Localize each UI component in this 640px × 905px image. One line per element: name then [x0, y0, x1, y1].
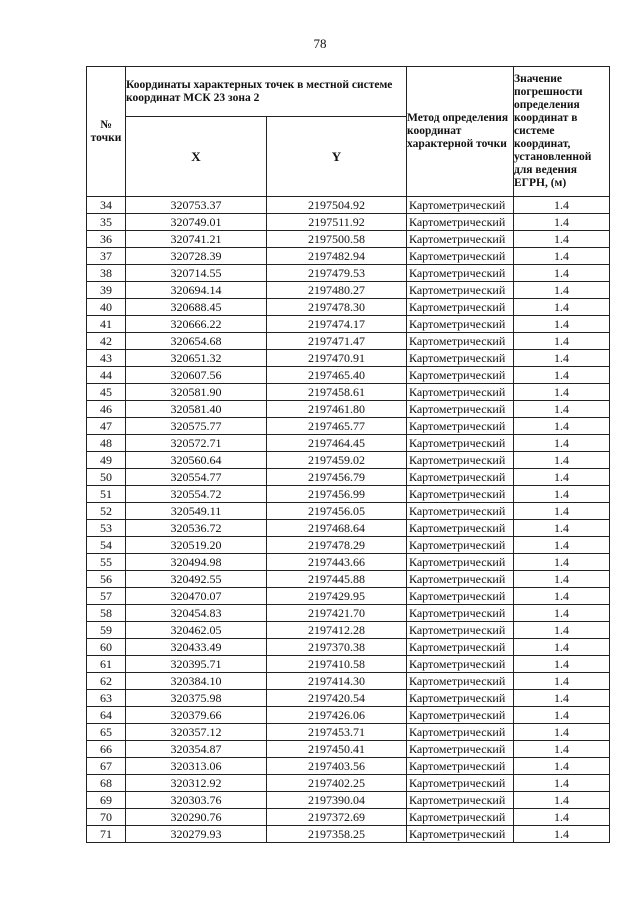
- cell-y: 2197468.64: [267, 520, 407, 537]
- cell-accuracy: 1.4: [514, 384, 610, 401]
- table-row: [87, 367, 610, 384]
- cell-x: 320714.55: [126, 265, 267, 282]
- cell-point-number: 54: [87, 537, 126, 554]
- cell-accuracy: 1.4: [514, 367, 610, 384]
- cell-y: 2197511.92: [267, 214, 407, 231]
- cell-point-number: 59: [87, 622, 126, 639]
- table-row: [87, 605, 610, 622]
- cell-point-number: 44: [87, 367, 126, 384]
- cell-y: 2197500.58: [267, 231, 407, 248]
- cell-accuracy: 1.4: [514, 741, 610, 758]
- cell-point-number: 39: [87, 282, 126, 299]
- cell-accuracy: 1.4: [514, 469, 610, 486]
- cell-method: Картометрический: [407, 333, 514, 350]
- table-row: [87, 758, 610, 775]
- cell-x: 320433.49: [126, 639, 267, 656]
- table-row: [87, 316, 610, 333]
- table-body: [87, 197, 610, 843]
- cell-accuracy: 1.4: [514, 537, 610, 554]
- cell-method: Картометрический: [407, 384, 514, 401]
- cell-y: 2197471.47: [267, 333, 407, 350]
- cell-accuracy: 1.4: [514, 605, 610, 622]
- cell-point-number: 69: [87, 792, 126, 809]
- cell-y: 2197443.66: [267, 554, 407, 571]
- table-row: [87, 248, 610, 265]
- cell-point-number: 71: [87, 826, 126, 843]
- cell-x: 320728.39: [126, 248, 267, 265]
- cell-point-number: 62: [87, 673, 126, 690]
- cell-accuracy: 1.4: [514, 571, 610, 588]
- cell-x: 320354.87: [126, 741, 267, 758]
- table-row: [87, 809, 610, 826]
- table-row: [87, 537, 610, 554]
- cell-y: 2197464.45: [267, 435, 407, 452]
- cell-x: 320607.56: [126, 367, 267, 384]
- cell-point-number: 65: [87, 724, 126, 741]
- cell-method: Картометрический: [407, 367, 514, 384]
- table-row: [87, 673, 610, 690]
- cell-accuracy: 1.4: [514, 333, 610, 350]
- cell-y: 2197414.30: [267, 673, 407, 690]
- cell-x: 320462.05: [126, 622, 267, 639]
- cell-accuracy: 1.4: [514, 656, 610, 673]
- cell-y: 2197450.41: [267, 741, 407, 758]
- cell-point-number: 63: [87, 690, 126, 707]
- table-row: [87, 690, 610, 707]
- cell-accuracy: 1.4: [514, 435, 610, 452]
- cell-y: 2197403.56: [267, 758, 407, 775]
- cell-y: 2197402.25: [267, 775, 407, 792]
- cell-method: Картометрический: [407, 350, 514, 367]
- cell-y: 2197453.71: [267, 724, 407, 741]
- table-row: [87, 792, 610, 809]
- header-x: X: [126, 117, 267, 197]
- cell-accuracy: 1.4: [514, 826, 610, 843]
- cell-method: Картометрический: [407, 265, 514, 282]
- header-y: Y: [267, 117, 407, 197]
- cell-x: 320279.93: [126, 826, 267, 843]
- cell-accuracy: 1.4: [514, 486, 610, 503]
- cell-x: 320749.01: [126, 214, 267, 231]
- cell-y: 2197372.69: [267, 809, 407, 826]
- cell-method: Картометрический: [407, 401, 514, 418]
- cell-x: 320494.98: [126, 554, 267, 571]
- cell-method: Картометрический: [407, 673, 514, 690]
- cell-y: 2197482.94: [267, 248, 407, 265]
- cell-point-number: 42: [87, 333, 126, 350]
- table-row: [87, 486, 610, 503]
- cell-point-number: 36: [87, 231, 126, 248]
- cell-y: 2197445.88: [267, 571, 407, 588]
- table-row: [87, 639, 610, 656]
- cell-x: 320313.06: [126, 758, 267, 775]
- cell-accuracy: 1.4: [514, 792, 610, 809]
- table-row: [87, 299, 610, 316]
- cell-x: 320654.68: [126, 333, 267, 350]
- cell-y: 2197412.28: [267, 622, 407, 639]
- table-row: [87, 724, 610, 741]
- cell-y: 2197465.40: [267, 367, 407, 384]
- cell-y: 2197426.06: [267, 707, 407, 724]
- cell-accuracy: 1.4: [514, 248, 610, 265]
- cell-x: 320581.90: [126, 384, 267, 401]
- cell-point-number: 56: [87, 571, 126, 588]
- table-row: [87, 197, 610, 214]
- cell-accuracy: 1.4: [514, 690, 610, 707]
- table-row: [87, 775, 610, 792]
- cell-x: 320549.11: [126, 503, 267, 520]
- cell-x: 320492.55: [126, 571, 267, 588]
- cell-method: Картометрический: [407, 588, 514, 605]
- table-row: [87, 265, 610, 282]
- cell-y: 2197410.58: [267, 656, 407, 673]
- cell-y: 2197470.91: [267, 350, 407, 367]
- cell-accuracy: 1.4: [514, 520, 610, 537]
- cell-point-number: 49: [87, 452, 126, 469]
- cell-point-number: 41: [87, 316, 126, 333]
- table-row: [87, 588, 610, 605]
- cell-method: Картометрический: [407, 826, 514, 843]
- cell-method: Картометрический: [407, 724, 514, 741]
- cell-accuracy: 1.4: [514, 418, 610, 435]
- cell-x: 320536.72: [126, 520, 267, 537]
- cell-y: 2197465.77: [267, 418, 407, 435]
- cell-method: Картометрический: [407, 503, 514, 520]
- cell-point-number: 64: [87, 707, 126, 724]
- cell-method: Картометрический: [407, 758, 514, 775]
- cell-y: 2197478.29: [267, 537, 407, 554]
- cell-method: Картометрический: [407, 639, 514, 656]
- cell-y: 2197421.70: [267, 605, 407, 622]
- cell-method: Картометрический: [407, 248, 514, 265]
- table-row: [87, 469, 610, 486]
- table-row: [87, 520, 610, 537]
- cell-y: 2197504.92: [267, 197, 407, 214]
- cell-point-number: 48: [87, 435, 126, 452]
- cell-x: 320312.92: [126, 775, 267, 792]
- cell-method: Картометрический: [407, 452, 514, 469]
- cell-accuracy: 1.4: [514, 775, 610, 792]
- cell-y: 2197370.38: [267, 639, 407, 656]
- cell-point-number: 57: [87, 588, 126, 605]
- cell-accuracy: 1.4: [514, 452, 610, 469]
- cell-point-number: 66: [87, 741, 126, 758]
- cell-accuracy: 1.4: [514, 214, 610, 231]
- cell-y: 2197478.30: [267, 299, 407, 316]
- table-row: [87, 554, 610, 571]
- cell-method: Картометрический: [407, 316, 514, 333]
- cell-accuracy: 1.4: [514, 265, 610, 282]
- cell-x: 320384.10: [126, 673, 267, 690]
- cell-method: Картометрический: [407, 231, 514, 248]
- cell-y: 2197358.25: [267, 826, 407, 843]
- table-row: [87, 452, 610, 469]
- cell-y: 2197429.95: [267, 588, 407, 605]
- cell-y: 2197390.04: [267, 792, 407, 809]
- cell-x: 320357.12: [126, 724, 267, 741]
- cell-method: Картометрический: [407, 571, 514, 588]
- cell-method: Картометрический: [407, 605, 514, 622]
- cell-method: Картометрический: [407, 656, 514, 673]
- cell-point-number: 68: [87, 775, 126, 792]
- header-method: Метод определения координат характерной точки: [407, 67, 514, 197]
- cell-x: 320741.21: [126, 231, 267, 248]
- cell-point-number: 37: [87, 248, 126, 265]
- cell-method: Картометрический: [407, 197, 514, 214]
- cell-accuracy: 1.4: [514, 197, 610, 214]
- cell-accuracy: 1.4: [514, 350, 610, 367]
- cell-method: Картометрический: [407, 690, 514, 707]
- header-accuracy: Значение погрешности определения координат в системе координат, установленной для ведения ЕГРН, (м): [514, 67, 610, 197]
- cell-point-number: 45: [87, 384, 126, 401]
- cell-accuracy: 1.4: [514, 724, 610, 741]
- cell-accuracy: 1.4: [514, 758, 610, 775]
- table-row: [87, 741, 610, 758]
- cell-x: 320753.37: [126, 197, 267, 214]
- cell-point-number: 38: [87, 265, 126, 282]
- table-row: [87, 231, 610, 248]
- cell-x: 320290.76: [126, 809, 267, 826]
- cell-point-number: 58: [87, 605, 126, 622]
- cell-x: 320554.72: [126, 486, 267, 503]
- cell-x: 320666.22: [126, 316, 267, 333]
- table-row: [87, 571, 610, 588]
- cell-method: Картометрический: [407, 299, 514, 316]
- cell-method: Картометрический: [407, 775, 514, 792]
- table-header: [87, 67, 610, 197]
- cell-accuracy: 1.4: [514, 622, 610, 639]
- cell-method: Картометрический: [407, 214, 514, 231]
- cell-point-number: 70: [87, 809, 126, 826]
- table-row: [87, 656, 610, 673]
- cell-method: Картометрический: [407, 435, 514, 452]
- cell-point-number: 46: [87, 401, 126, 418]
- table-row: [87, 503, 610, 520]
- cell-method: Картометрический: [407, 792, 514, 809]
- cell-y: 2197420.54: [267, 690, 407, 707]
- cell-method: Картометрический: [407, 707, 514, 724]
- cell-accuracy: 1.4: [514, 707, 610, 724]
- cell-y: 2197461.80: [267, 401, 407, 418]
- table-row: [87, 333, 610, 350]
- cell-y: 2197459.02: [267, 452, 407, 469]
- table-row: [87, 350, 610, 367]
- cell-point-number: 35: [87, 214, 126, 231]
- cell-y: 2197479.53: [267, 265, 407, 282]
- cell-y: 2197458.61: [267, 384, 407, 401]
- cell-x: 320395.71: [126, 656, 267, 673]
- page-number: 78: [313, 36, 327, 51]
- cell-point-number: 51: [87, 486, 126, 503]
- cell-y: 2197474.17: [267, 316, 407, 333]
- cell-x: 320519.20: [126, 537, 267, 554]
- cell-point-number: 67: [87, 758, 126, 775]
- cell-point-number: 40: [87, 299, 126, 316]
- cell-x: 320694.14: [126, 282, 267, 299]
- cell-accuracy: 1.4: [514, 401, 610, 418]
- table-row: [87, 622, 610, 639]
- cell-x: 320454.83: [126, 605, 267, 622]
- cell-x: 320379.66: [126, 707, 267, 724]
- cell-method: Картометрический: [407, 622, 514, 639]
- cell-x: 320581.40: [126, 401, 267, 418]
- table-row: [87, 384, 610, 401]
- cell-accuracy: 1.4: [514, 639, 610, 656]
- cell-point-number: 50: [87, 469, 126, 486]
- table-row: [87, 435, 610, 452]
- cell-y: 2197480.27: [267, 282, 407, 299]
- table-row: [87, 707, 610, 724]
- cell-method: Картометрический: [407, 554, 514, 571]
- coordinates-table: [86, 66, 610, 843]
- cell-accuracy: 1.4: [514, 554, 610, 571]
- cell-accuracy: 1.4: [514, 231, 610, 248]
- cell-y: 2197456.79: [267, 469, 407, 486]
- cell-method: Картометрический: [407, 809, 514, 826]
- cell-point-number: 53: [87, 520, 126, 537]
- cell-accuracy: 1.4: [514, 316, 610, 333]
- cell-x: 320375.98: [126, 690, 267, 707]
- cell-accuracy: 1.4: [514, 299, 610, 316]
- cell-method: Картометрический: [407, 537, 514, 554]
- cell-point-number: 61: [87, 656, 126, 673]
- cell-x: 320303.76: [126, 792, 267, 809]
- cell-point-number: 55: [87, 554, 126, 571]
- cell-method: Картометрический: [407, 486, 514, 503]
- cell-x: 320651.32: [126, 350, 267, 367]
- cell-x: 320572.71: [126, 435, 267, 452]
- cell-x: 320688.45: [126, 299, 267, 316]
- table-row: [87, 826, 610, 843]
- cell-point-number: 52: [87, 503, 126, 520]
- table-row: [87, 401, 610, 418]
- cell-x: 320554.77: [126, 469, 267, 486]
- cell-point-number: 34: [87, 197, 126, 214]
- cell-point-number: 60: [87, 639, 126, 656]
- cell-method: Картометрический: [407, 469, 514, 486]
- cell-method: Картометрический: [407, 741, 514, 758]
- header-coordinates-group: Координаты характерных точек в местной системе координат МСК 23 зона 2: [126, 67, 407, 117]
- cell-point-number: 47: [87, 418, 126, 435]
- cell-accuracy: 1.4: [514, 282, 610, 299]
- table-row: [87, 418, 610, 435]
- table-row: [87, 214, 610, 231]
- cell-method: Картометрический: [407, 282, 514, 299]
- cell-x: 320560.64: [126, 452, 267, 469]
- header-point-number: № точки: [87, 67, 126, 197]
- table-row: [87, 282, 610, 299]
- cell-accuracy: 1.4: [514, 673, 610, 690]
- cell-y: 2197456.99: [267, 486, 407, 503]
- cell-point-number: 43: [87, 350, 126, 367]
- cell-accuracy: 1.4: [514, 809, 610, 826]
- cell-x: 320575.77: [126, 418, 267, 435]
- cell-accuracy: 1.4: [514, 503, 610, 520]
- cell-method: Картометрический: [407, 520, 514, 537]
- cell-x: 320470.07: [126, 588, 267, 605]
- cell-y: 2197456.05: [267, 503, 407, 520]
- cell-accuracy: 1.4: [514, 588, 610, 605]
- cell-method: Картометрический: [407, 418, 514, 435]
